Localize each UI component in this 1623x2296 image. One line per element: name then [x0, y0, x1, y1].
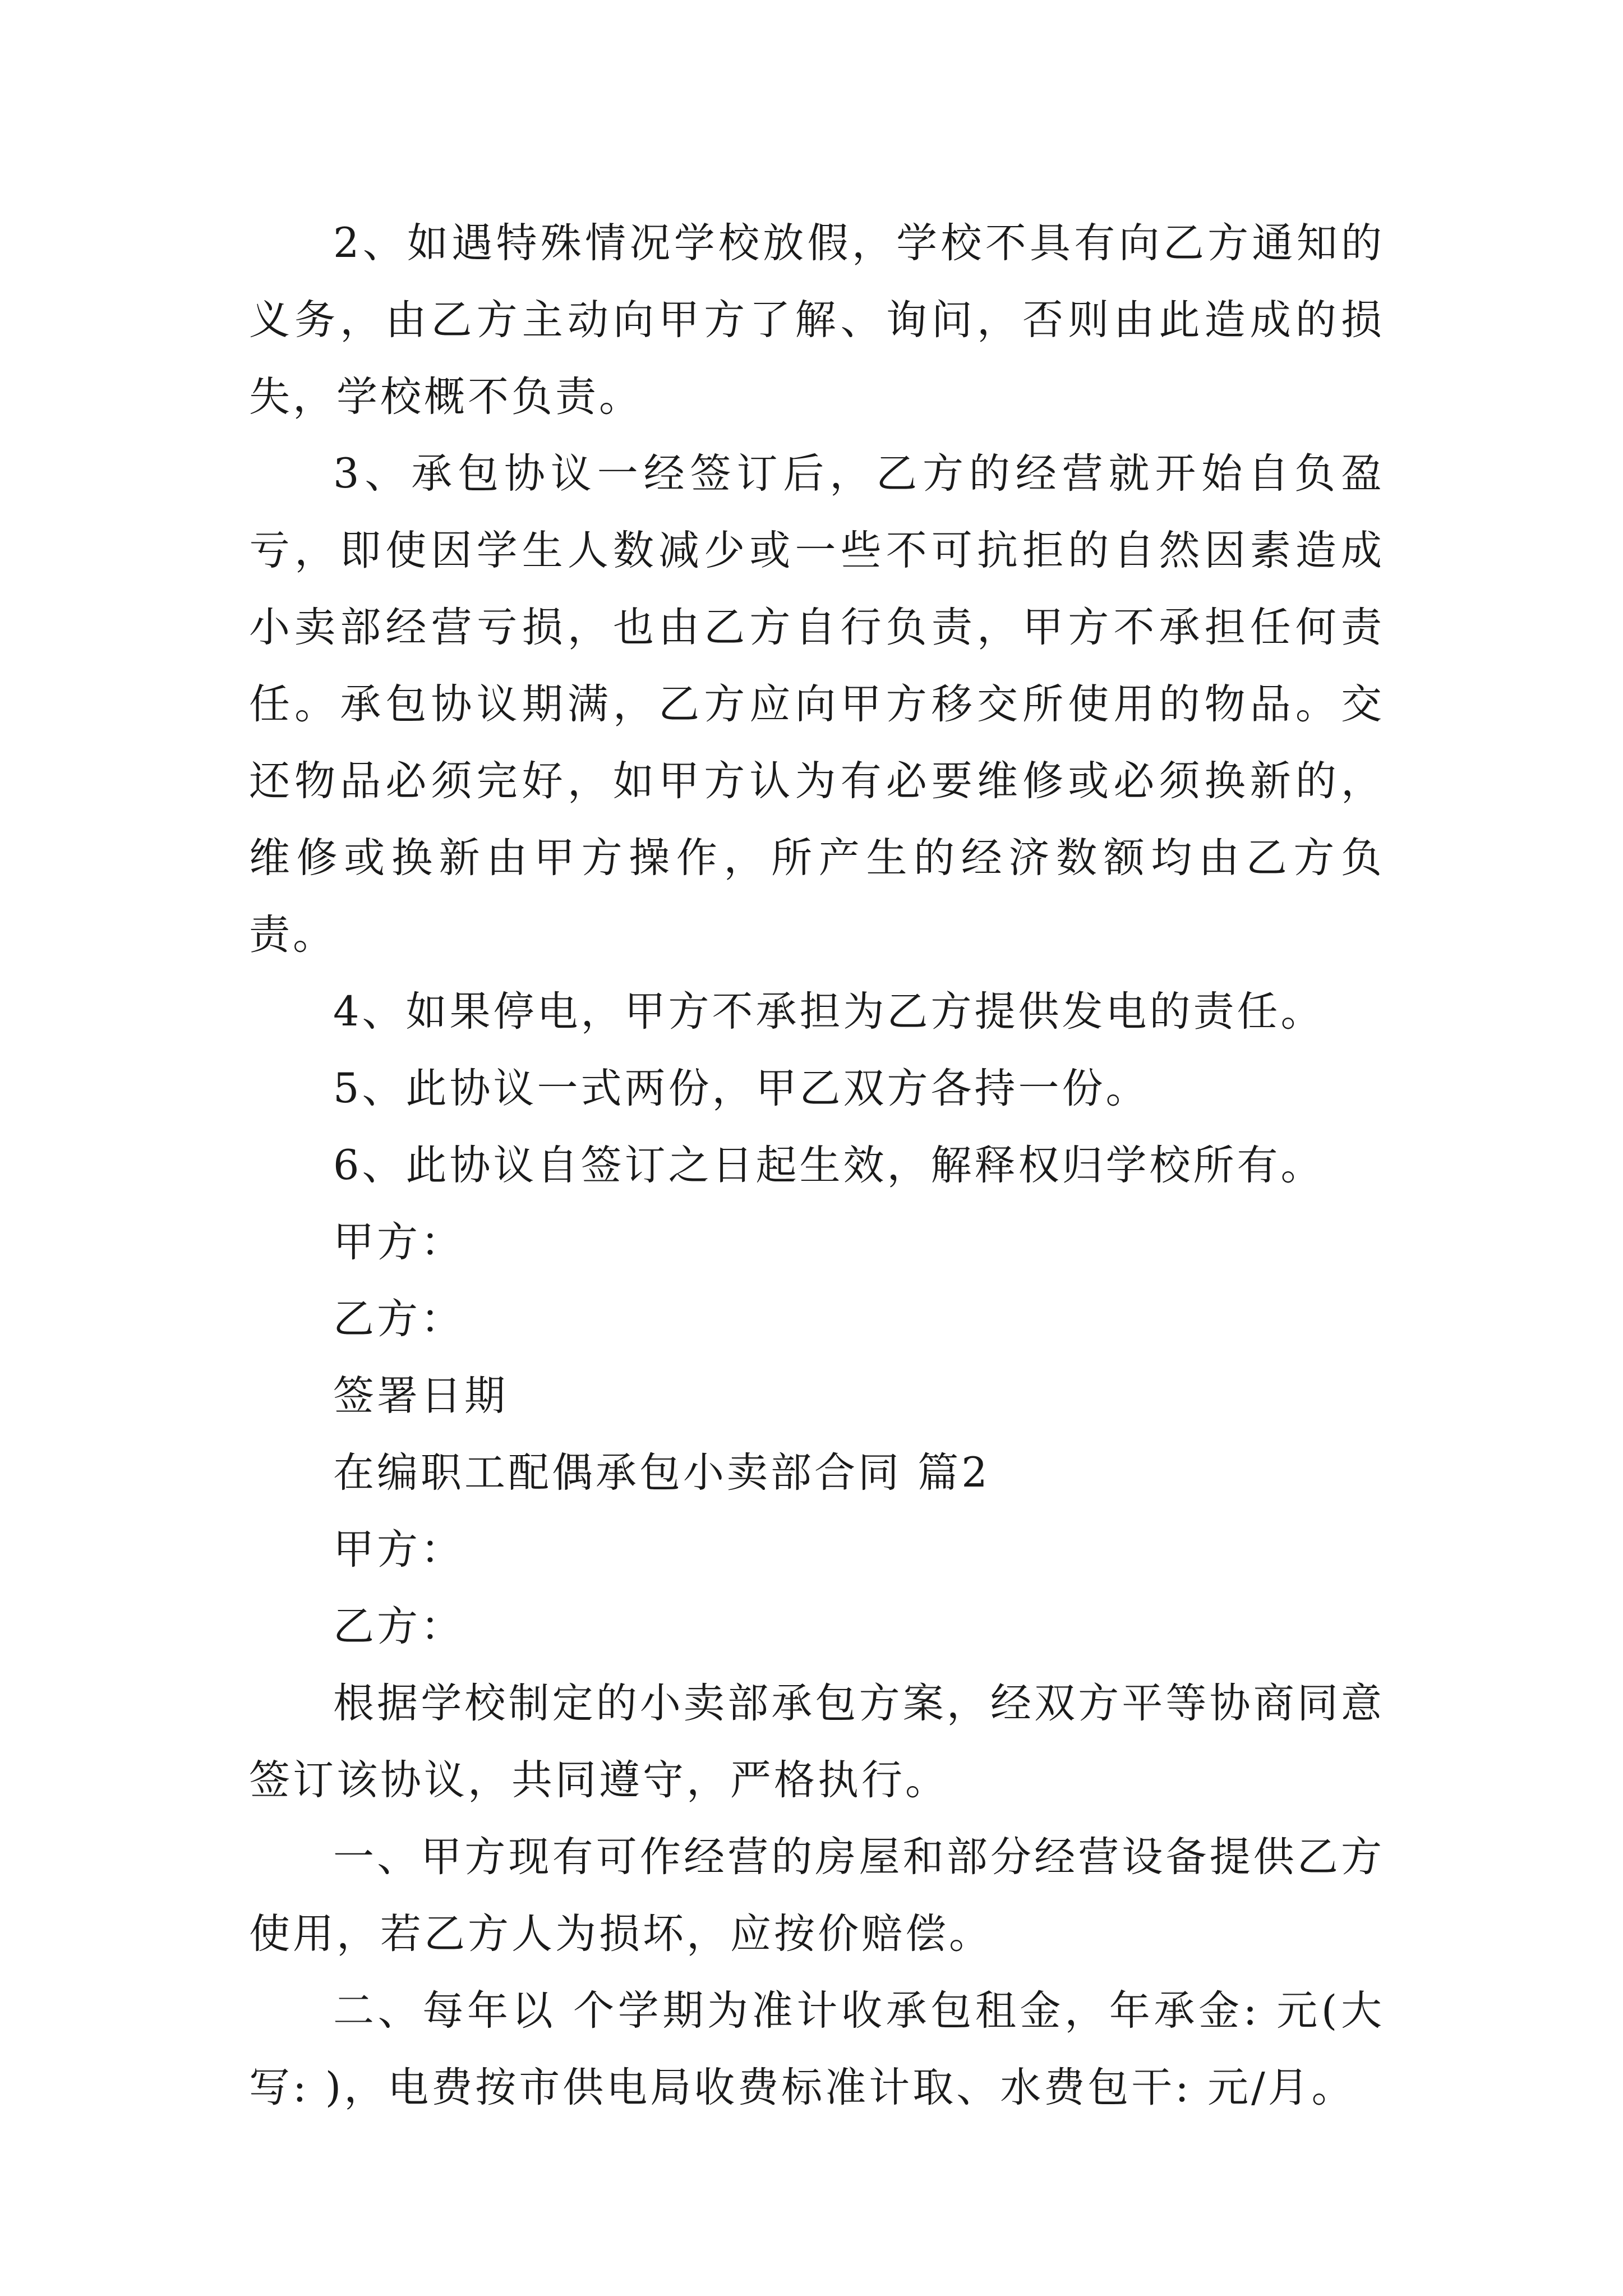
clause-5: 5、此协议一式两份，甲乙双方各持一份。 — [333, 1065, 1150, 1112]
clause-6: 6、此协议自签订之日起生效，解释权归学校所有。 — [333, 1142, 1325, 1189]
party-a-label: 甲方： — [333, 1218, 464, 1266]
clause-4: 4、如果停电，甲方不承担为乙方提供发电的责任。 — [333, 988, 1325, 1036]
article-1: 一、甲方现有可作经营的房屋和部分经营设备提供乙方使用，若乙方人为损坏，应按价赔偿。 — [249, 1833, 1385, 1958]
party-b-label-2: 乙方： — [333, 1603, 464, 1650]
section-title: 在编职工配偶承包小卖部合同 篇2 — [333, 1449, 990, 1497]
clause-2: 2、如遇特殊情况学校放假，学校不具有向乙方通知的义务，由乙方主动向甲方了解、询问，否则由此造成的损失，学校概不负责。 — [249, 219, 1385, 421]
signing-date-label: 签署日期 — [333, 1372, 508, 1420]
preamble: 根据学校制定的小卖部承包方案，经双方平等协商同意签订该协议，共同遵守，严格执行。 — [249, 1680, 1385, 1804]
party-b-label: 乙方： — [333, 1295, 464, 1343]
document-body — [249, 205, 1385, 2126]
party-a-label-2: 甲方： — [333, 1526, 464, 1573]
clause-3: 3、承包协议一经签订后，乙方的经营就开始自负盈亏，即使因学生人数减少或一些不可抗拒的自然因素造成小卖部经营亏损，也由乙方自行负责，甲方不承担任何责任。承包协议期满，乙方应向甲方移交所使用的物品。交还物品必须完好，如甲方认为有必要维修或必须换新的，维修或换新由甲方操作，所产生的经济数额均由乙方负责。 — [249, 450, 1385, 959]
article-2: 二、每年以 个学期为准计收承包租金，年承金: 元(大写: )，电费按市供电局收费标准计取、水费包干: 元/月。 — [249, 1987, 1385, 2111]
